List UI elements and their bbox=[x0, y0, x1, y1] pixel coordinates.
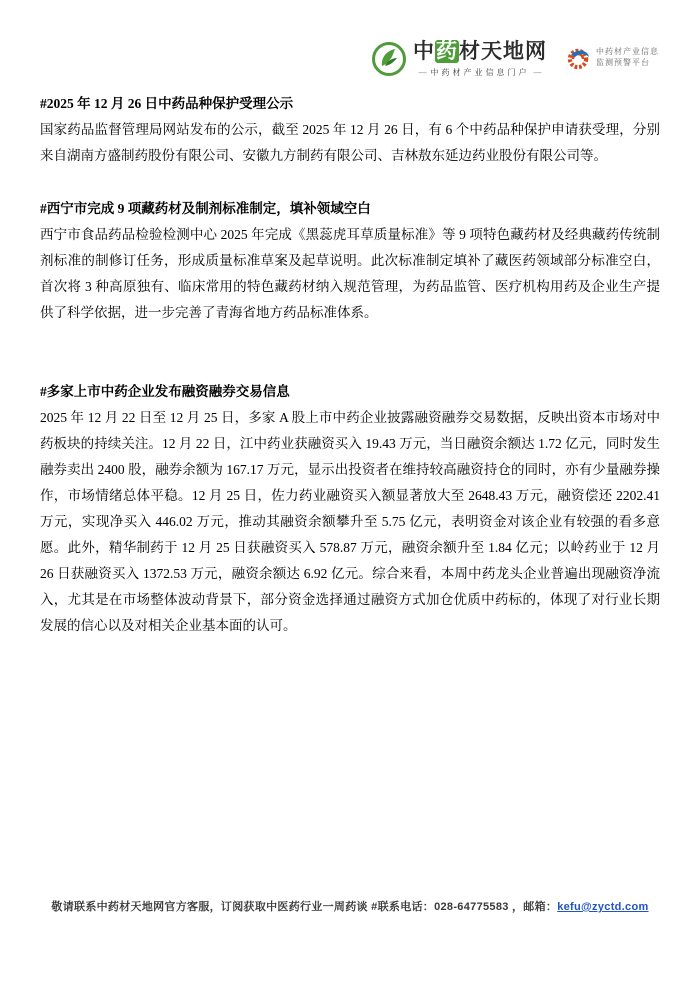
document-body bbox=[40, 91, 660, 639]
tdn-logo-char-accent: 药 bbox=[436, 40, 458, 63]
section-paragraph: 西宁市食品药品检验检测中心 2025 年完成《黑蕊虎耳草质量标准》等 9 项特色藏药材及经典藏药传统制剂标准的制修订任务，形成质量标准草案及起草说明。此次标准制定填补了藏医药领域部分标准空白，首次将 3 种高原独有、临床常用的特色藏药材纳入规范管理，为药品监管、医疗机构用药及企业生产提供了科学依据，进一步完善了青海省地方药品标准体系。 bbox=[40, 227, 660, 320]
footer-contact bbox=[0, 898, 700, 914]
tdn-logo-char-post: 材天地网 bbox=[459, 40, 547, 63]
footer-email-link[interactable]: kefu@zyctd.com bbox=[557, 901, 649, 913]
tdn-logo-tagline bbox=[419, 67, 542, 78]
section-heading: #西宁市完成 9 项藏药材及制剂标准制定，填补领域空白 bbox=[40, 201, 371, 216]
section-xining-standards bbox=[40, 196, 660, 326]
header-logos bbox=[371, 40, 662, 78]
section-protection-notice bbox=[40, 91, 660, 169]
platform-logo-text: 中药材产业信息监测预警平台 bbox=[596, 47, 659, 67]
tdn-logo-char-pre: 中 bbox=[413, 40, 435, 63]
section-heading: #2025 年 12 月 26 日中药品种保护受理公示 bbox=[40, 96, 294, 111]
footer-text: 敬请联系中药材天地网官方客服，订阅获取中医药行业一周药谈 #联系电话： bbox=[51, 901, 435, 913]
footer-phone: 028-64775583 bbox=[434, 901, 509, 913]
tdn-logo-text bbox=[413, 40, 547, 78]
tdn-bird-icon bbox=[371, 41, 407, 77]
section-margin-trading bbox=[40, 379, 660, 639]
platform-gear-icon bbox=[567, 46, 591, 70]
tdn-logo-name bbox=[413, 40, 547, 64]
footer-separator: ，邮箱： bbox=[508, 901, 558, 913]
section-heading: #多家上市中药企业发布融资融券交易信息 bbox=[40, 384, 290, 399]
tagline-dash-right: — bbox=[533, 68, 542, 77]
tagline-text: 中药材产业信息门户 bbox=[430, 68, 530, 77]
section-paragraph: 2025 年 12 月 22 日至 12 月 25 日，多家 A 股上市中药企业披露融资融券交易数据，反映出资本市场对中药板块的持续关注。12 月 22 日，江中药业获融资买入 19.43 万元，当日融资余额达 1.72 亿元，同时发生融券卖出 2400 股，融券余额为 167.17 万元，显示出投资者在维持较高融资持仓的同时，亦有少量融券操作，市场情绪总体平稳。12 月 25 日，佐力药业融资买入额显著放大至 2648.43 万元，融资偿还 2202.41 万元，实现净买入 446.02 万元，推动其融资余额攀升至 5.75 亿元，表明资金对该企业有较强的看多意愿。此外，精华制药于 12 月 25 日获融资买入 578.87 万元，融资余额升至 1.84 亿元；以岭药业于 12 月 26 日获融资买入 1372.53 万元，融资余额达 6.92 亿元。综合来看，本周中药龙头企业普遍出现融资净流入，尤其是在市场整体波动背景下，部分资金选择通过融资方式加仓优质中药标的，体现了对行业长期发展的信心以及对相关企业基本面的认可。 bbox=[40, 410, 660, 633]
platform-logo bbox=[567, 46, 662, 70]
section-paragraph: 国家药品监督管理局网站发布的公示，截至 2025 年 12 月 26 日，有 6 个中药品种保护申请获受理，分别来自湖南方盛制药股份有限公司、安徽九方制药有限公司、吉林敖东延边药业股份有限公司等。 bbox=[40, 122, 660, 163]
tagline-dash-left: — bbox=[418, 68, 427, 77]
tdn-logo bbox=[371, 40, 547, 78]
